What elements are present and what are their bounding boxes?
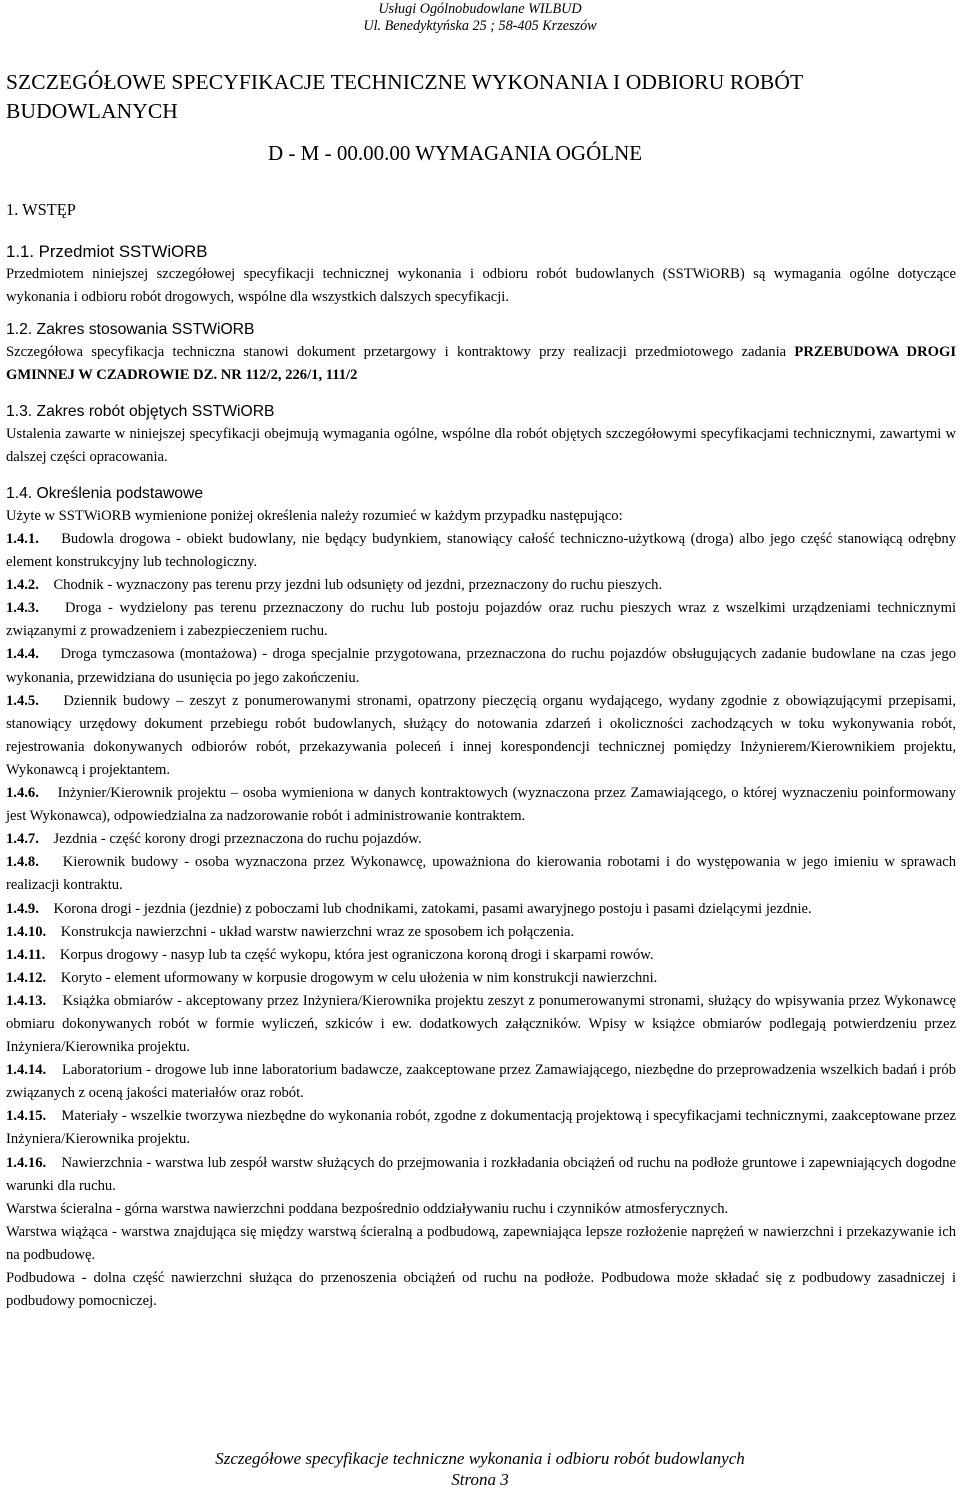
definition-number: 1.4.13. bbox=[6, 992, 47, 1009]
footer-title: Szczegółowe specyfikacje techniczne wykonania i odbioru robót budowlanych bbox=[215, 1449, 745, 1468]
footer-page-number: Strona 3 bbox=[451, 1470, 509, 1489]
document-body bbox=[6, 68, 956, 1313]
definition-text: Jezdnia - część korony drogi przeznaczona do ruchu pojazdów. bbox=[53, 831, 422, 848]
extra-definition-item: Podbudowa - dolna część nawierzchni służąca do przenoszenia obciążeń od ruchu na podłoże. Podbudowa może składać się z podbudowy zasadniczej i podbudowy pomocniczej. bbox=[6, 1270, 956, 1310]
definition-text: Nawierzchnia - warstwa lub zespół warstw służących do przejmowania i rozkładania obciążeń od ruchu na podłoże gruntowe i zapewniających dogodne warunki dla ruchu. bbox=[6, 1154, 956, 1194]
definition-text: Konstrukcja nawierzchni - układ warstw nawierzchni wraz ze sposobem ich połączenia. bbox=[60, 923, 575, 940]
definition-number: 1.4.6. bbox=[6, 785, 39, 802]
definition-number: 1.4.1. bbox=[6, 531, 39, 547]
definition-item bbox=[6, 574, 956, 597]
definition-item bbox=[6, 944, 956, 967]
definition-number: 1.4.8. bbox=[6, 854, 39, 871]
definition-item bbox=[6, 528, 956, 574]
document-title: SZCZEGÓŁOWE SPECYFIKACJE TECHNICZNE WYKONANIA I ODBIORU ROBÓT BUDOWLANYCH bbox=[6, 70, 803, 123]
definition-item bbox=[6, 921, 956, 944]
section-1-3-text: Ustalenia zawarte w niniejszej specyfikacji obejmują wymagania ogólne, wspólne dla robót objętych szczegółowymi specyfikacjami technicznymi, zawartymi w dalszej części opracowania. bbox=[6, 426, 956, 465]
definition-number: 1.4.2. bbox=[6, 577, 39, 594]
definition-number: 1.4.16. bbox=[6, 1154, 47, 1171]
definition-item bbox=[6, 851, 956, 897]
section-heading-1-3: 1.3. Zakres robót objętych SSTWiORB bbox=[6, 403, 275, 420]
project-name: PRZEBUDOWA DROGI GMINNEJ W CZADROWIE DZ. NR 112/2, 226/1, 111/2 bbox=[6, 344, 956, 383]
definition-number: 1.4.10. bbox=[6, 923, 47, 940]
definition-text: Koryto - element uformowany w korpusie drogowym w celu ułożenia w nim konstrukcji nawierzchni. bbox=[60, 969, 658, 986]
definition-text: Budowla drogowa - obiekt budowlany, nie będący budynkiem, stanowiący całość techniczno-użytkową (droga) albo jego część stanowiącą odrębny element konstrukcyjny lub technologiczny. bbox=[6, 531, 956, 571]
definition-text: Korona drogi - jezdnia (jezdnie) z poboczami lub chodnikami, zatokami, pasami awaryjnego postoju i pasami dzielącymi jezdnie. bbox=[53, 900, 812, 917]
definition-text: Materiały - wszelkie tworzywa niezbędne do wykonania robót, zgodne z dokumentacją projektową i specyfikacjami technicznymi, zaakceptowane przez Inżyniera/Kierownika projektu. bbox=[6, 1108, 957, 1148]
definition-number: 1.4.11. bbox=[6, 946, 46, 963]
definition-number: 1.4.3. bbox=[6, 600, 39, 617]
extra-definition-item: Warstwa wiążąca - warstwa znajdująca się między warstwą ścieralną a podbudową, zapewniająca lepsze rozłożenie naprężeń w nawierzchni i przekazywanie ich na podbudowę. bbox=[6, 1223, 956, 1263]
definition-item bbox=[6, 1059, 956, 1105]
definition-text: Inżynier/Kierownik projektu – osoba wymieniona w danych kontraktowych (wyznaczona przez Zamawiającego, o której wyznaczeniu poinformowany jest Wykonawca), odpowiedzialna za nadzorowanie robót i administrowanie kontraktem. bbox=[6, 785, 957, 825]
definition-item bbox=[6, 967, 956, 990]
definition-text: Korpus drogowy - nasyp lub ta część wykopu, która jest ograniczona koroną drogi i skarpami rowów. bbox=[59, 946, 654, 963]
extra-definition-item: Warstwa ścieralna - górna warstwa nawierzchni poddana bezpośrednio oddziaływaniu ruchu i czynników atmosferycznych. bbox=[6, 1200, 729, 1217]
definition-item bbox=[6, 990, 956, 1059]
definition-number: 1.4.4. bbox=[6, 646, 39, 663]
section-1-1-text: Przedmiotem niniejszej szczegółowej specyfikacji technicznej wykonania i odbioru robót budowlanych (SSTWiORB) są wymagania ogólne dotyczące wykonania i odbioru robót drogowych, wspólne dla wszystkich dalszych specyfikacji. bbox=[6, 266, 956, 305]
section-heading-1: 1. WSTĘP bbox=[6, 200, 76, 219]
definition-item bbox=[6, 898, 956, 921]
section-heading-1-2: 1.2. Zakres stosowania SSTWiORB bbox=[6, 321, 255, 338]
section-1-4-intro: Użyte w SSTWiORB wymienione poniżej określenia należy rozumieć w każdym przypadku następująco: bbox=[6, 508, 623, 524]
section-heading-1-1: 1.1. Przedmiot SSTWiORB bbox=[6, 242, 208, 261]
definitions-list bbox=[6, 528, 956, 1198]
definition-text: Droga - wydzielony pas terenu przeznaczony do ruchu lub postoju pojazdów oraz ruchu pieszych wraz z wszelkimi urządzeniami technicznymi związanymi z prowadzeniem i zabezpieczeniem ruchu. bbox=[6, 600, 956, 640]
definition-text: Chodnik - wyznaczony pas terenu przy jezdni lub odsunięty od jezdni, przeznaczony do ruchu pieszych. bbox=[53, 577, 663, 594]
definition-item bbox=[6, 597, 956, 643]
definition-text: Kierownik budowy - osoba wyznaczona przez Wykonawcę, upoważniona do kierowania robotami i do występowania w jego imieniu w sprawach realizacji kontraktu. bbox=[6, 854, 956, 894]
extra-definitions bbox=[6, 1198, 956, 1313]
definition-item bbox=[6, 828, 956, 851]
definition-number: 1.4.7. bbox=[6, 831, 39, 848]
definition-number: 1.4.15. bbox=[6, 1108, 47, 1125]
definition-text: Dziennik budowy – zeszyt z ponumerowanymi stronami, opatrzony pieczęcią organu wydającego, wydany zgodnie z obowiązującymi przepisami, stanowiący urzędowy dokument przebiegu robót budowlanych, służący do notowania zdarzeń i okoliczności zachodzących w toku wykonywania robót, rejestrowania dokonywanych odbiorów robót, przekazywania poleceń i innej korespondencji technicznej pomiędzy Inżynierem/Kierownikiem projektu, Wykonawcą i projektantem. bbox=[6, 692, 956, 778]
definition-text: Laboratorium - drogowe lub inne laboratorium badawcze, zaakceptowane przez Zamawiającego, niezbędne do przeprowadzenia wszelkich badań i prób związanych z oceną jakości materiałów oraz robót. bbox=[6, 1062, 956, 1102]
header-company: Usługi Ogólnobudowlane WILBUD bbox=[378, 1, 582, 17]
definition-number: 1.4.9. bbox=[6, 900, 39, 917]
section-1-2-body: Szczegółowa specyfikacja techniczna stanowi dokument przetargowy i kontraktowy przy realizacji przedmiotowego zadania bbox=[6, 344, 795, 360]
definition-item bbox=[6, 1152, 956, 1198]
definition-number: 1.4.5. bbox=[6, 692, 39, 709]
page-footer bbox=[0, 1448, 960, 1490]
definition-item bbox=[6, 690, 956, 782]
definition-item bbox=[6, 643, 956, 689]
definition-number: 1.4.12. bbox=[6, 969, 47, 986]
header-address: Ul. Benedyktyńska 25 ; 58-405 Krzeszów bbox=[363, 18, 597, 34]
definition-item bbox=[6, 782, 956, 828]
definition-text: Książka obmiarów - akceptowany przez Inżyniera/Kierownika projektu zeszyt z ponumerowanymi stronami, służący do wpisywania przez Wykonawcę obmiaru dokonywanych robót w formie wyliczeń, szkiców i ew. dodatkowych załączników. Wpisy w książce obmiarów podlegają potwierdzeniu przez Inżyniera/Kierownika projektu. bbox=[6, 992, 956, 1056]
section-1-2-text bbox=[6, 341, 956, 387]
page-header bbox=[0, 1, 960, 35]
document-subtitle: D - M - 00.00.00 WYMAGANIA OGÓLNE bbox=[268, 141, 643, 165]
definition-text: Droga tymczasowa (montażowa) - droga specjalnie przygotowana, przeznaczona do ruchu pojazdów obsługujących zadanie budowlane na czas jego wykonania, przewidziana do usunięcia po jego zakończeniu. bbox=[6, 646, 956, 686]
section-heading-1-4: 1.4. Określenia podstawowe bbox=[6, 485, 204, 502]
definition-item bbox=[6, 1105, 956, 1151]
definition-number: 1.4.14. bbox=[6, 1062, 47, 1079]
